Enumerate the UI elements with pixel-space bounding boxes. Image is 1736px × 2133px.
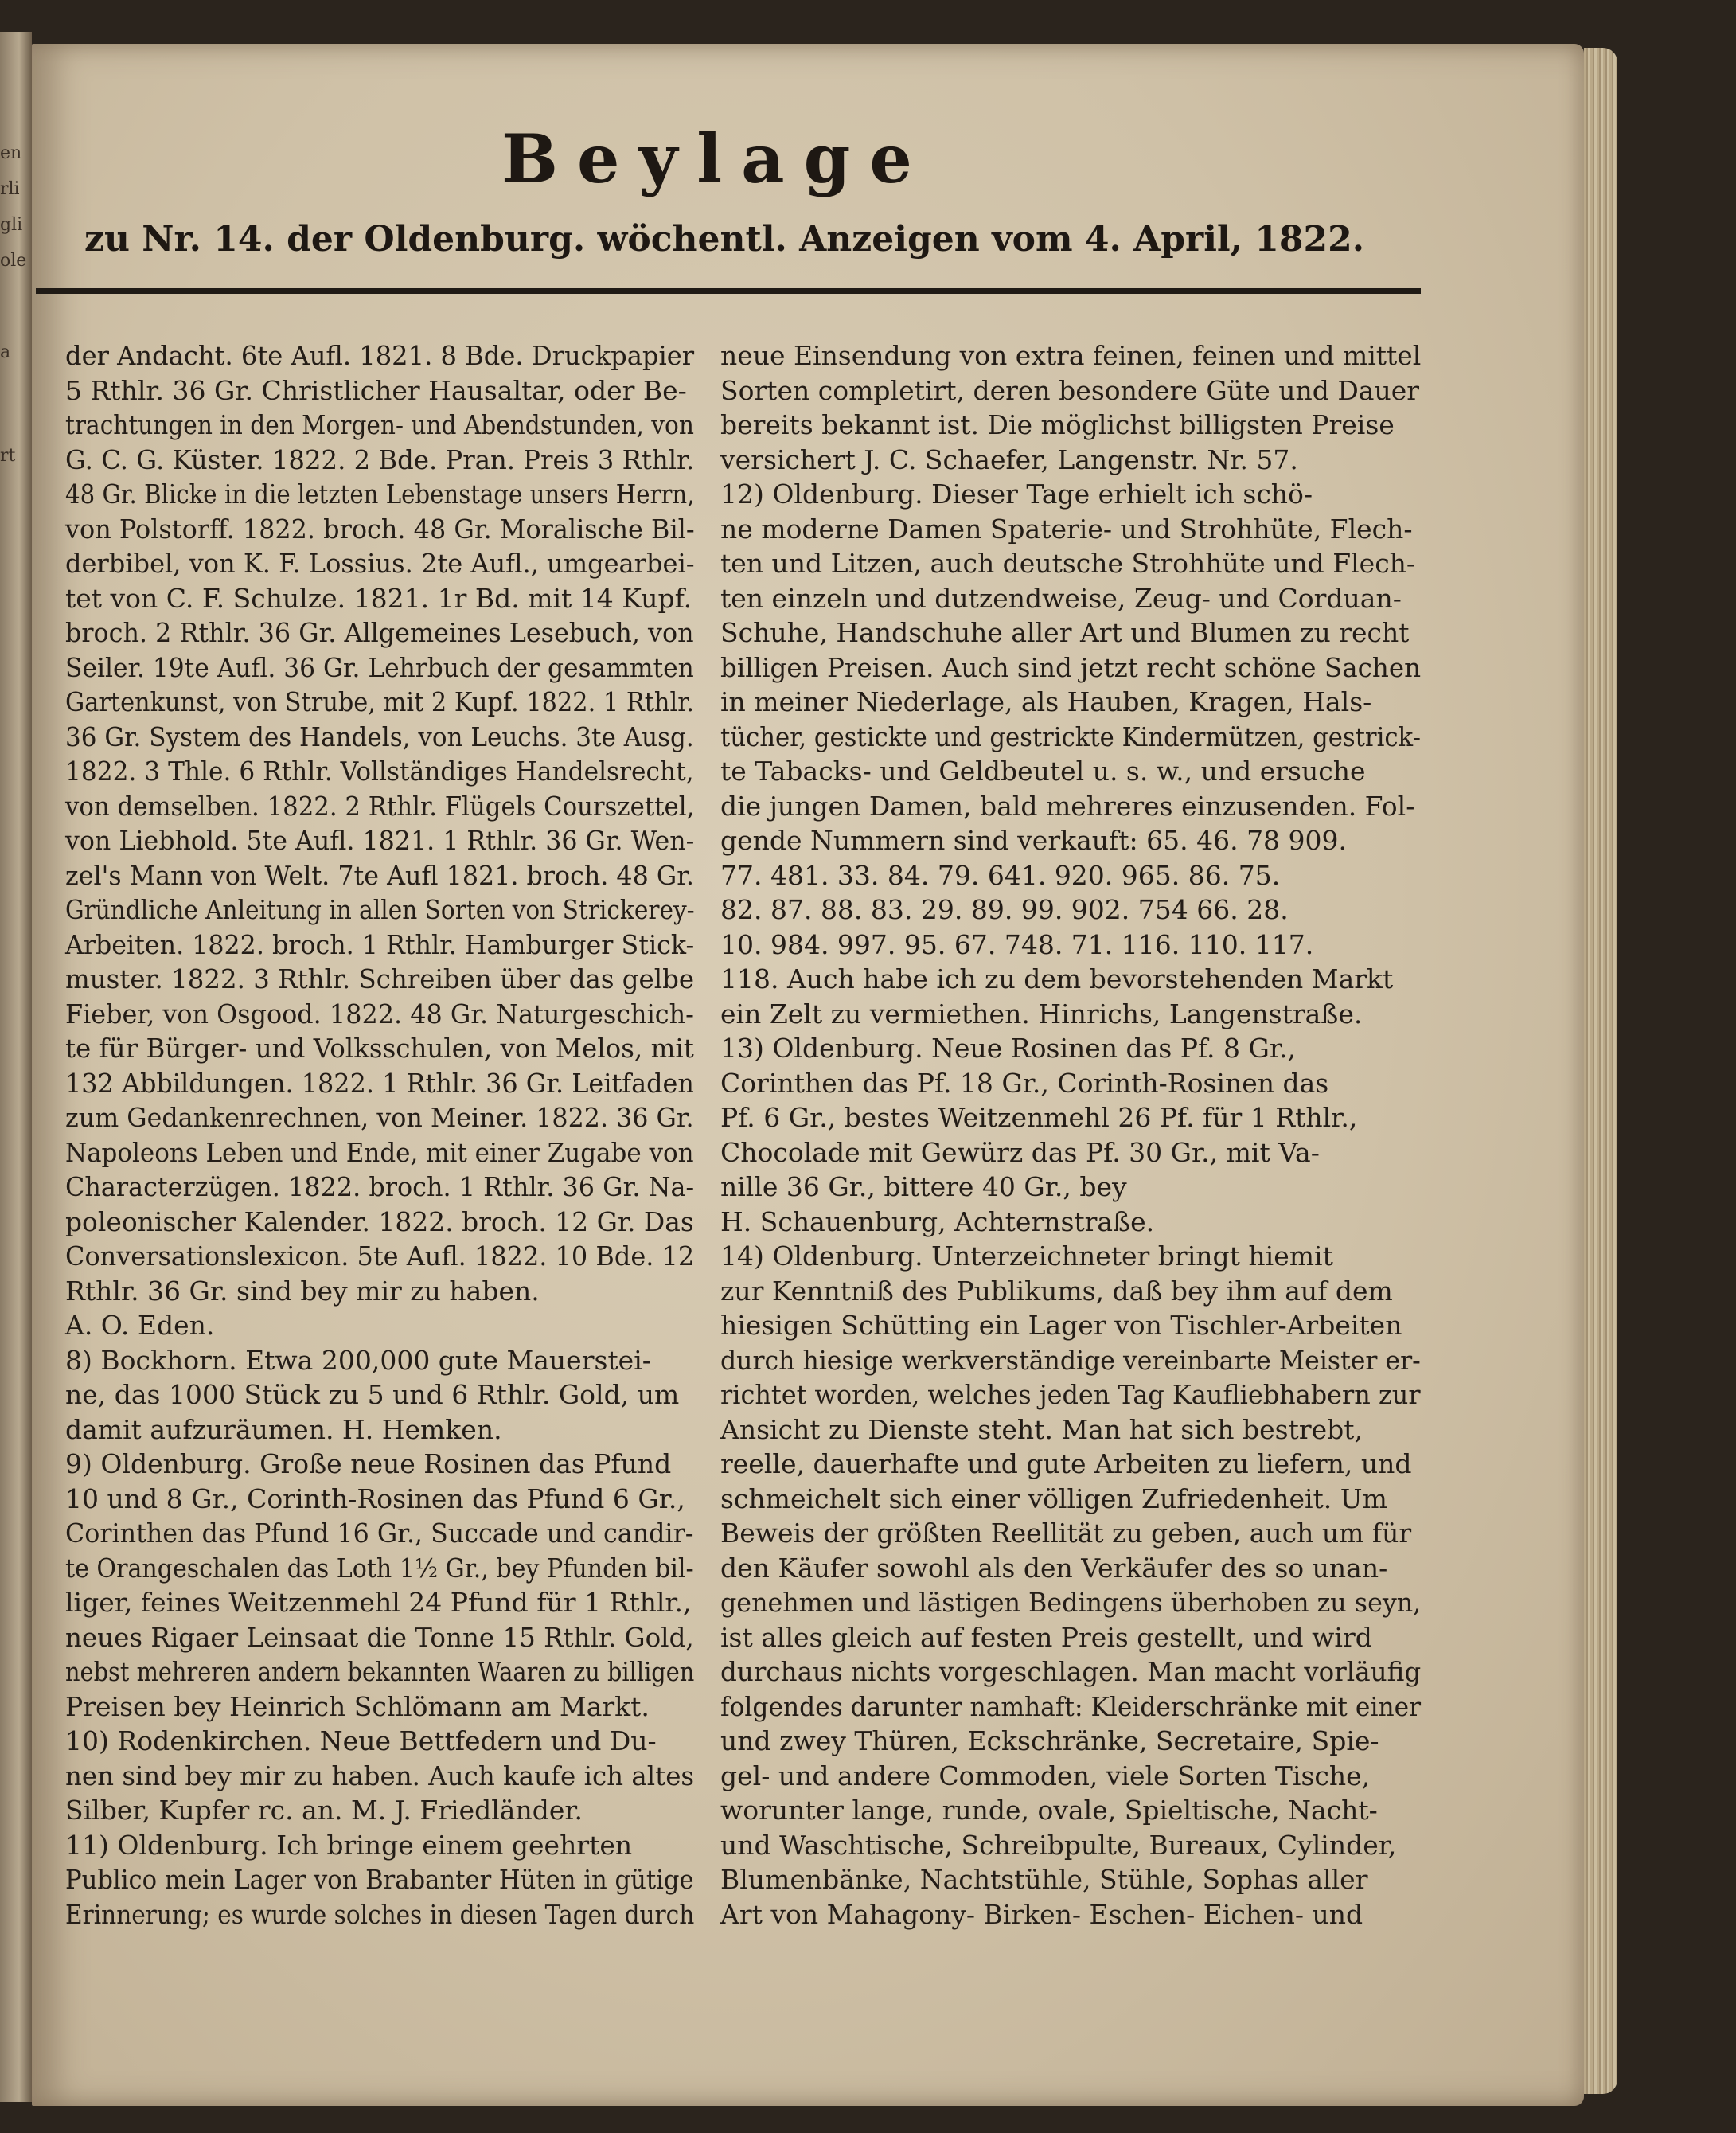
text-line: 118. Auch habe ich zu dem bevorstehenden Markt	[720, 963, 1394, 994]
text-line: zum Gedankenrechnen, von Meiner. 1822. 36 Gr.	[65, 1102, 694, 1133]
text-line: von demselben. 1822. 2 Rthlr. Flügels Courszettel,	[65, 790, 695, 822]
text-line: bereits bekannt ist. Die möglichst billigsten Preise	[720, 409, 1395, 440]
text-line: derbibel, von K. F. Lossius. 2te Aufl., umgearbei-	[65, 548, 695, 579]
text-line: 36 Gr. System des Handels, von Leuchs. 3te Ausg.	[65, 721, 694, 752]
text-line: die jungen Damen, bald mehreres einzusenden. Fol-	[720, 790, 1415, 822]
text-line: 48 Gr. Blicke in die letzten Lebenstage unsers Herrn,	[65, 479, 695, 510]
text-line: in meiner Niederlage, als Hauben, Kragen, Hals-	[720, 686, 1372, 717]
left-column	[65, 338, 694, 1932]
text-line: 77. 481. 33. 84. 79. 641. 920. 965. 86. 75.	[720, 859, 1281, 891]
prev-page-fragment: gli	[0, 215, 23, 235]
text-line: folgendes darunter namhaft: Kleiderschränke mit einer	[720, 1690, 1422, 1722]
text-line: Silber, Kupfer rc. an. M. J. Friedländer.	[65, 1795, 583, 1826]
text-line: te Tabacks- und Geldbeutel u. s. w., und ersuche	[720, 756, 1366, 787]
text-line: Preisen bey Heinrich Schlömann am Markt.	[65, 1690, 650, 1722]
text-line: Corinthen das Pf. 18 Gr., Corinth-Rosinen das	[720, 1067, 1329, 1099]
text-line: Erinnerung; es wurde solches in diesen Tagen durch	[65, 1898, 695, 1930]
text-line: von Liebhold. 5te Aufl. 1821. 1 Rthlr. 36 Gr. Wen-	[65, 825, 695, 856]
text-line: schmeichelt sich einer völligen Zufriedenheit. Um	[720, 1483, 1387, 1514]
text-line: Gartenkunst, von Strube, mit 2 Kupf. 1822. 1 Rthlr.	[65, 686, 695, 717]
text-line: 13) Oldenburg. Neue Rosinen das Pf. 8 Gr.,	[720, 1033, 1296, 1064]
text-line: Publico mein Lager von Brabanter Hüten in gütige	[65, 1864, 694, 1895]
text-line: 11) Oldenburg. Ich bringe einem geehrten	[65, 1829, 633, 1861]
text-line: 10. 984. 997. 95. 67. 748. 71. 116. 110. 117.	[720, 928, 1314, 960]
text-line: zur Kenntniß des Publikums, daß bey ihm auf dem	[720, 1275, 1393, 1307]
prev-page-fragment: en	[0, 143, 22, 163]
text-line: Fieber, von Osgood. 1822. 48 Gr. Naturgeschich-	[65, 998, 694, 1029]
text-line: Characterzügen. 1822. broch. 1 Rthlr. 36 Gr. Na-	[65, 1171, 695, 1202]
text-line: 1822. 3 Thle. 6 Rthlr. Vollständiges Handelsrecht,	[65, 756, 694, 787]
text-line: liger, feines Weitzenmehl 24 Pfund für 1 Rthlr.,	[65, 1587, 692, 1618]
prev-page-fragment: rli	[0, 179, 20, 199]
text-line: ist alles gleich auf festen Preis gestellt, und wird	[720, 1621, 1372, 1653]
prev-page-fragment: ole	[0, 251, 27, 271]
text-line: Blumenbänke, Nachtstühle, Stühle, Sophas aller	[720, 1864, 1368, 1895]
text-line: G. C. G. Küster. 1822. 2 Bde. Pran. Preis 3 Rthlr.	[65, 443, 695, 475]
text-line: nille 36 Gr., bittere 40 Gr., bey	[720, 1171, 1127, 1202]
text-line: Art von Mahagony- Birken- Eschen- Eichen- und	[720, 1898, 1363, 1930]
text-line: und zwey Thüren, Eckschränke, Secretaire, Spie-	[720, 1725, 1379, 1756]
text-line: 9) Oldenburg. Große neue Rosinen das Pfund	[65, 1448, 672, 1479]
text-line: neues Rigaer Leinsaat die Tonne 15 Rthlr. Gold,	[65, 1621, 694, 1653]
text-line: durchaus nichts vorgeschlagen. Man macht vorläufig	[720, 1656, 1422, 1687]
text-line: tücher, gestickte und gestrickte Kindermützen, gestrick-	[720, 721, 1421, 752]
text-line: von Polstorff. 1822. broch. 48 Gr. Moralische Bil-	[65, 513, 695, 545]
text-line: Chocolade mit Gewürz das Pf. 30 Gr., mit Va-	[720, 1136, 1320, 1168]
text-line: gel- und andere Commoden, viele Sorten Tische,	[720, 1760, 1371, 1791]
text-line: 8) Bockhorn. Etwa 200,000 gute Mauerstei-	[65, 1344, 651, 1376]
text-line: Sorten completirt, deren besondere Güte und Dauer	[720, 374, 1420, 406]
text-line: Conversationslexicon. 5te Aufl. 1822. 10 Bde. 12	[65, 1240, 695, 1272]
previous-page-edge	[0, 32, 32, 2102]
header-rule	[36, 288, 1421, 294]
text-line: 10) Rodenkirchen. Neue Bettfedern und Du-	[65, 1725, 657, 1756]
prev-page-fragment: a	[0, 342, 11, 362]
text-line: den Käufer sowohl als den Verkäufer des so unan-	[720, 1552, 1388, 1584]
page-subtitle: zu Nr. 14. der Oldenburg. wöchentl. Anzeigen vom 4. April, 1822.	[84, 219, 1365, 260]
text-line: ten einzeln und dutzendweise, Zeug- und Corduan-	[720, 582, 1402, 614]
text-line: Ansicht zu Dienste steht. Man hat sich bestrebt,	[720, 1413, 1363, 1445]
text-line: te für Bürger- und Volksschulen, von Melos, mit	[65, 1033, 694, 1064]
text-line: trachtungen in den Morgen- und Abendstunden, von	[65, 409, 694, 440]
text-line: 10 und 8 Gr., Corinth-Rosinen das Pfund 6 Gr.,	[65, 1483, 685, 1514]
text-line: ne moderne Damen Spaterie- und Strohhüte, Flech-	[720, 513, 1413, 545]
text-line: 5 Rthlr. 36 Gr. Christlicher Hausaltar, oder Be-	[65, 374, 687, 406]
text-line: durch hiesige werkverständige vereinbarte Meister er-	[720, 1344, 1421, 1376]
text-line: reelle, dauerhafte und gute Arbeiten zu liefern, und	[720, 1448, 1412, 1479]
text-line: worunter lange, runde, ovale, Spieltische, Nacht-	[720, 1795, 1378, 1826]
text-line: genehmen und lästigen Bedingens überhoben zu seyn,	[720, 1587, 1422, 1618]
text-line: ne, das 1000 Stück zu 5 und 6 Rthlr. Gold, um	[65, 1379, 680, 1410]
text-line: Corinthen das Pfund 16 Gr., Succade und candir-	[65, 1518, 694, 1549]
right-column	[720, 338, 1421, 1932]
text-line: te Orangeschalen das Loth 1½ Gr., bey Pfunden bil-	[65, 1552, 694, 1584]
text-line: broch. 2 Rthlr. 36 Gr. Allgemeines Lesebuch, von	[65, 617, 694, 648]
text-line: gende Nummern sind verkauft: 65. 46. 78 909.	[720, 825, 1348, 856]
text-line: versichert J. C. Schaefer, Langenstr. Nr. 57.	[720, 443, 1298, 475]
text-line: richtet worden, welches jeden Tag Kaufliebhabern zur	[720, 1379, 1421, 1410]
text-line: Pf. 6 Gr., bestes Weitzenmehl 26 Pf. für 1 Rthlr.,	[720, 1102, 1358, 1133]
text-line: zel's Mann von Welt. 7te Aufl 1821. broch. 48 Gr.	[65, 859, 694, 891]
text-line: und Waschtische, Schreibpulte, Bureaux, Cylinder,	[720, 1829, 1397, 1861]
text-line: muster. 1822. 3 Rthlr. Schreiben über das gelbe	[65, 963, 695, 994]
text-line: 82. 87. 88. 83. 29. 89. 99. 902. 754 66. 28.	[720, 894, 1289, 925]
text-line: hiesigen Schütting ein Lager von Tischler-Arbeiten	[720, 1310, 1402, 1341]
text-line: ein Zelt zu vermiethen. Hinrichs, Langenstraße.	[720, 998, 1363, 1029]
text-line: billigen Preisen. Auch sind jetzt recht schöne Sachen	[720, 651, 1422, 683]
text-line: Schuhe, Handschuhe aller Art und Blumen zu recht	[720, 617, 1410, 648]
text-line: Rthlr. 36 Gr. sind bey mir zu haben.	[65, 1275, 540, 1307]
page-stack-edge	[1584, 48, 1617, 2094]
text-line: 14) Oldenburg. Unterzeichneter bringt hiemit	[720, 1240, 1333, 1272]
text-line: H. Schauenburg, Achternstraße.	[720, 1205, 1155, 1237]
text-line: Arbeiten. 1822. broch. 1 Rthlr. Hamburger Stick-	[65, 928, 695, 960]
text-line: ten und Litzen, auch deutsche Strohhüte und Flech-	[720, 548, 1416, 579]
text-line: A. O. Eden.	[65, 1310, 215, 1341]
text-line: tet von C. F. Schulze. 1821. 1r Bd. mit 14 Kupf.	[65, 582, 692, 614]
text-line: damit aufzuräumen. H. Hemken.	[65, 1413, 502, 1445]
text-line: Seiler. 19te Aufl. 36 Gr. Lehrbuch der gesammten	[65, 651, 694, 683]
text-line: nen sind bey mir zu haben. Auch kaufe ich altes	[65, 1760, 695, 1791]
text-line: Gründliche Anleitung in allen Sorten von Strickerey-	[65, 894, 695, 925]
text-line: Napoleons Leben und Ende, mit einer Zugabe von	[65, 1136, 694, 1168]
text-line: neue Einsendung von extra feinen, feinen und mittel	[720, 340, 1422, 371]
page-title: Beylage	[501, 119, 931, 198]
text-line: der Andacht. 6te Aufl. 1821. 8 Bde. Druckpapier	[65, 340, 695, 371]
text-line: nebst mehreren andern bekannten Waaren zu billigen	[65, 1656, 695, 1687]
prev-page-fragment: rt	[0, 446, 16, 466]
text-line: 132 Abbildungen. 1822. 1 Rthlr. 36 Gr. Leitfaden	[65, 1067, 694, 1099]
text-line: 12) Oldenburg. Dieser Tage erhielt ich schö-	[720, 479, 1313, 510]
text-line: Beweis der größten Reellität zu geben, auch um für	[720, 1518, 1412, 1549]
text-line: poleonischer Kalender. 1822. broch. 12 Gr. Das	[65, 1205, 694, 1237]
